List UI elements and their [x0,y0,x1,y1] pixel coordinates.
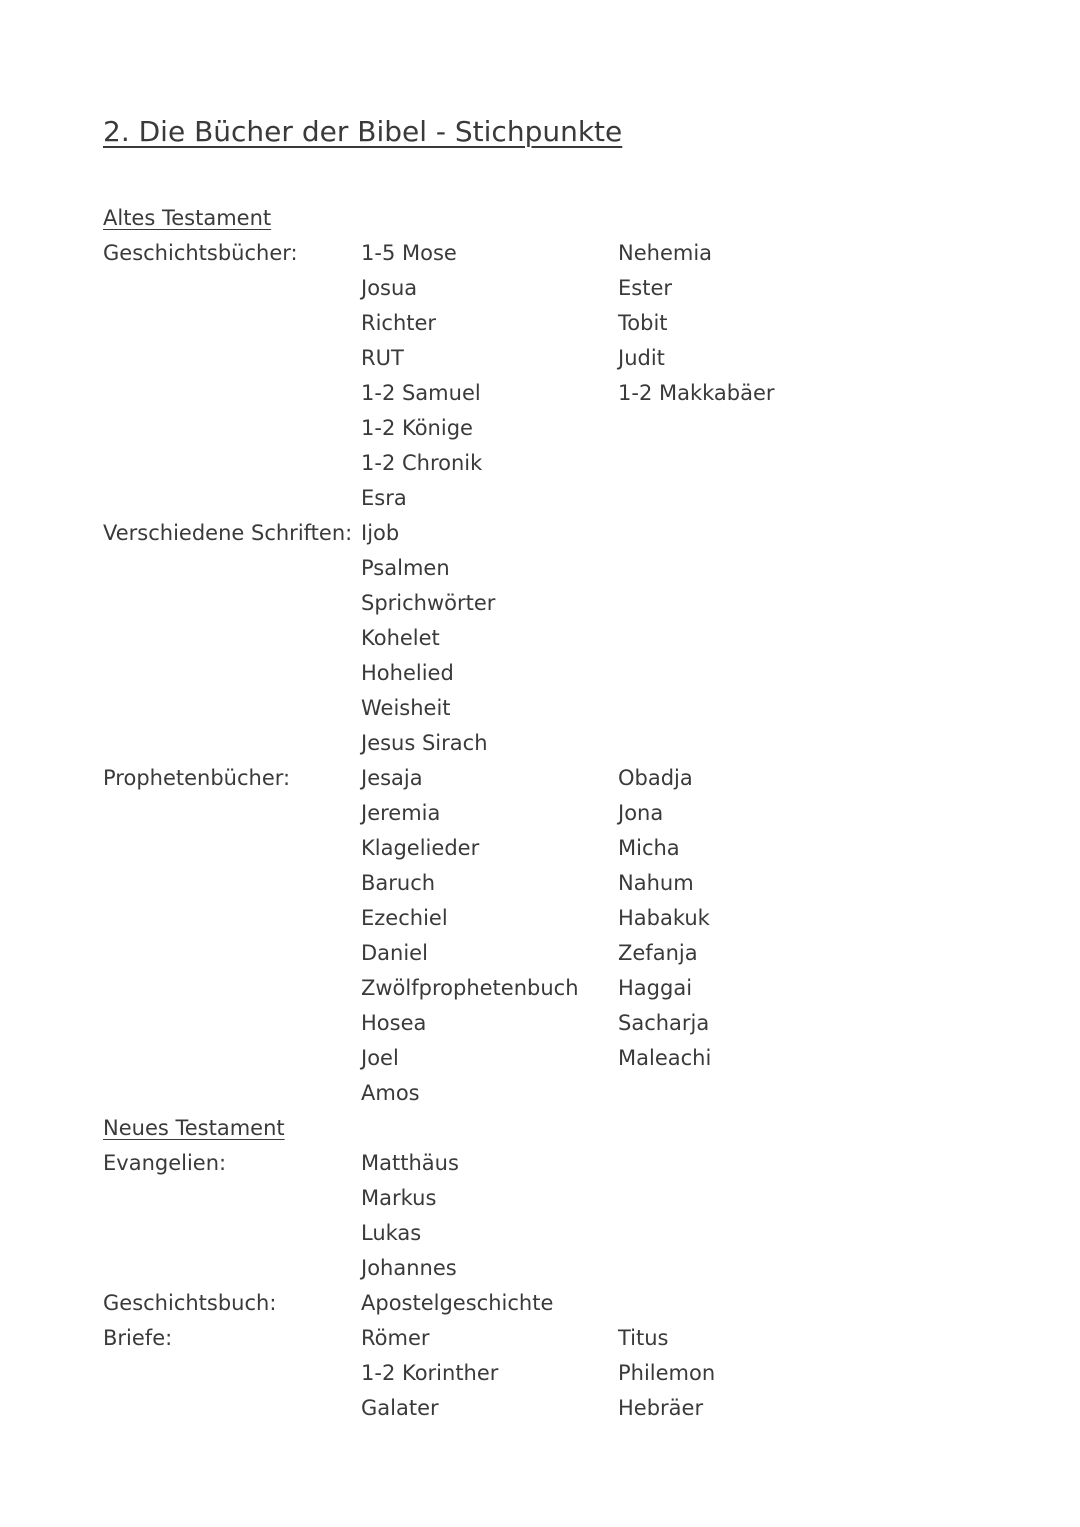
book-item: Johannes [361,1256,457,1280]
book-item: 1-2 Makkabäer [618,381,775,405]
book-item: Hosea [361,1011,427,1035]
book-item: Esra [361,486,407,510]
book-item: Weisheit [361,696,451,720]
book-item: 1-2 Samuel [361,381,481,405]
book-item: Jona [618,801,664,825]
group-label-prophetenbuecher: Prophetenbücher: [103,766,291,790]
book-item: Römer [361,1326,430,1350]
group-label-geschichtsbuch: Geschichtsbuch: [103,1291,277,1315]
book-item: Lukas [361,1221,422,1245]
book-item: Obadja [618,766,693,790]
book-item: RUT [361,346,404,370]
book-item: Galater [361,1396,439,1420]
book-item: Habakuk [618,906,710,930]
book-item: Psalmen [361,556,450,580]
book-item: 1-5 Mose [361,241,457,265]
book-item: Sacharja [618,1011,710,1035]
book-item: 1-2 Korinther [361,1361,499,1385]
group-label-verschiedene-schriften: Verschiedene Schriften: [103,521,353,545]
book-item: Ijob [361,521,400,545]
page-title: 2. Die Bücher der Bibel - Stichpunkte [103,115,623,148]
book-item: Hebräer [618,1396,704,1420]
book-item: Ester [618,276,672,300]
section-heading-neues-testament: Neues Testament [103,1116,285,1140]
book-item: Jesaja [361,766,423,790]
book-item: Maleachi [618,1046,712,1070]
book-item: Kohelet [361,626,440,650]
book-item: 1-2 Könige [361,416,473,440]
book-item: Matthäus [361,1151,459,1175]
book-item: Jesus Sirach [361,731,488,755]
group-label-briefe: Briefe: [103,1326,173,1350]
book-item: Richter [361,311,437,335]
book-item: Tobit [618,311,668,335]
book-item: Micha [618,836,680,860]
book-item: Amos [361,1081,420,1105]
book-item: 1-2 Chronik [361,451,483,475]
book-item: Apostelgeschichte [361,1291,554,1315]
group-label-evangelien: Evangelien: [103,1151,227,1175]
book-item: Philemon [618,1361,716,1385]
book-item: Zefanja [618,941,698,965]
book-item: Joel [361,1046,399,1070]
book-item: Josua [361,276,418,300]
group-label-geschichtsbuecher: Geschichtsbücher: [103,241,298,265]
book-item: Zwölfprophetenbuch [361,976,579,1000]
book-item: Nahum [618,871,694,895]
book-item: Daniel [361,941,428,965]
book-item: Nehemia [618,241,713,265]
book-item: Jeremia [361,801,441,825]
book-item: Klagelieder [361,836,480,860]
book-item: Hohelied [361,661,454,685]
book-item: Sprichwörter [361,591,496,615]
book-item: Markus [361,1186,437,1210]
book-item: Haggai [618,976,693,1000]
section-heading-altes-testament: Altes Testament [103,206,272,230]
book-item: Ezechiel [361,906,448,930]
book-item: Judit [618,346,665,370]
book-item: Baruch [361,871,436,895]
book-item: Titus [618,1326,669,1350]
